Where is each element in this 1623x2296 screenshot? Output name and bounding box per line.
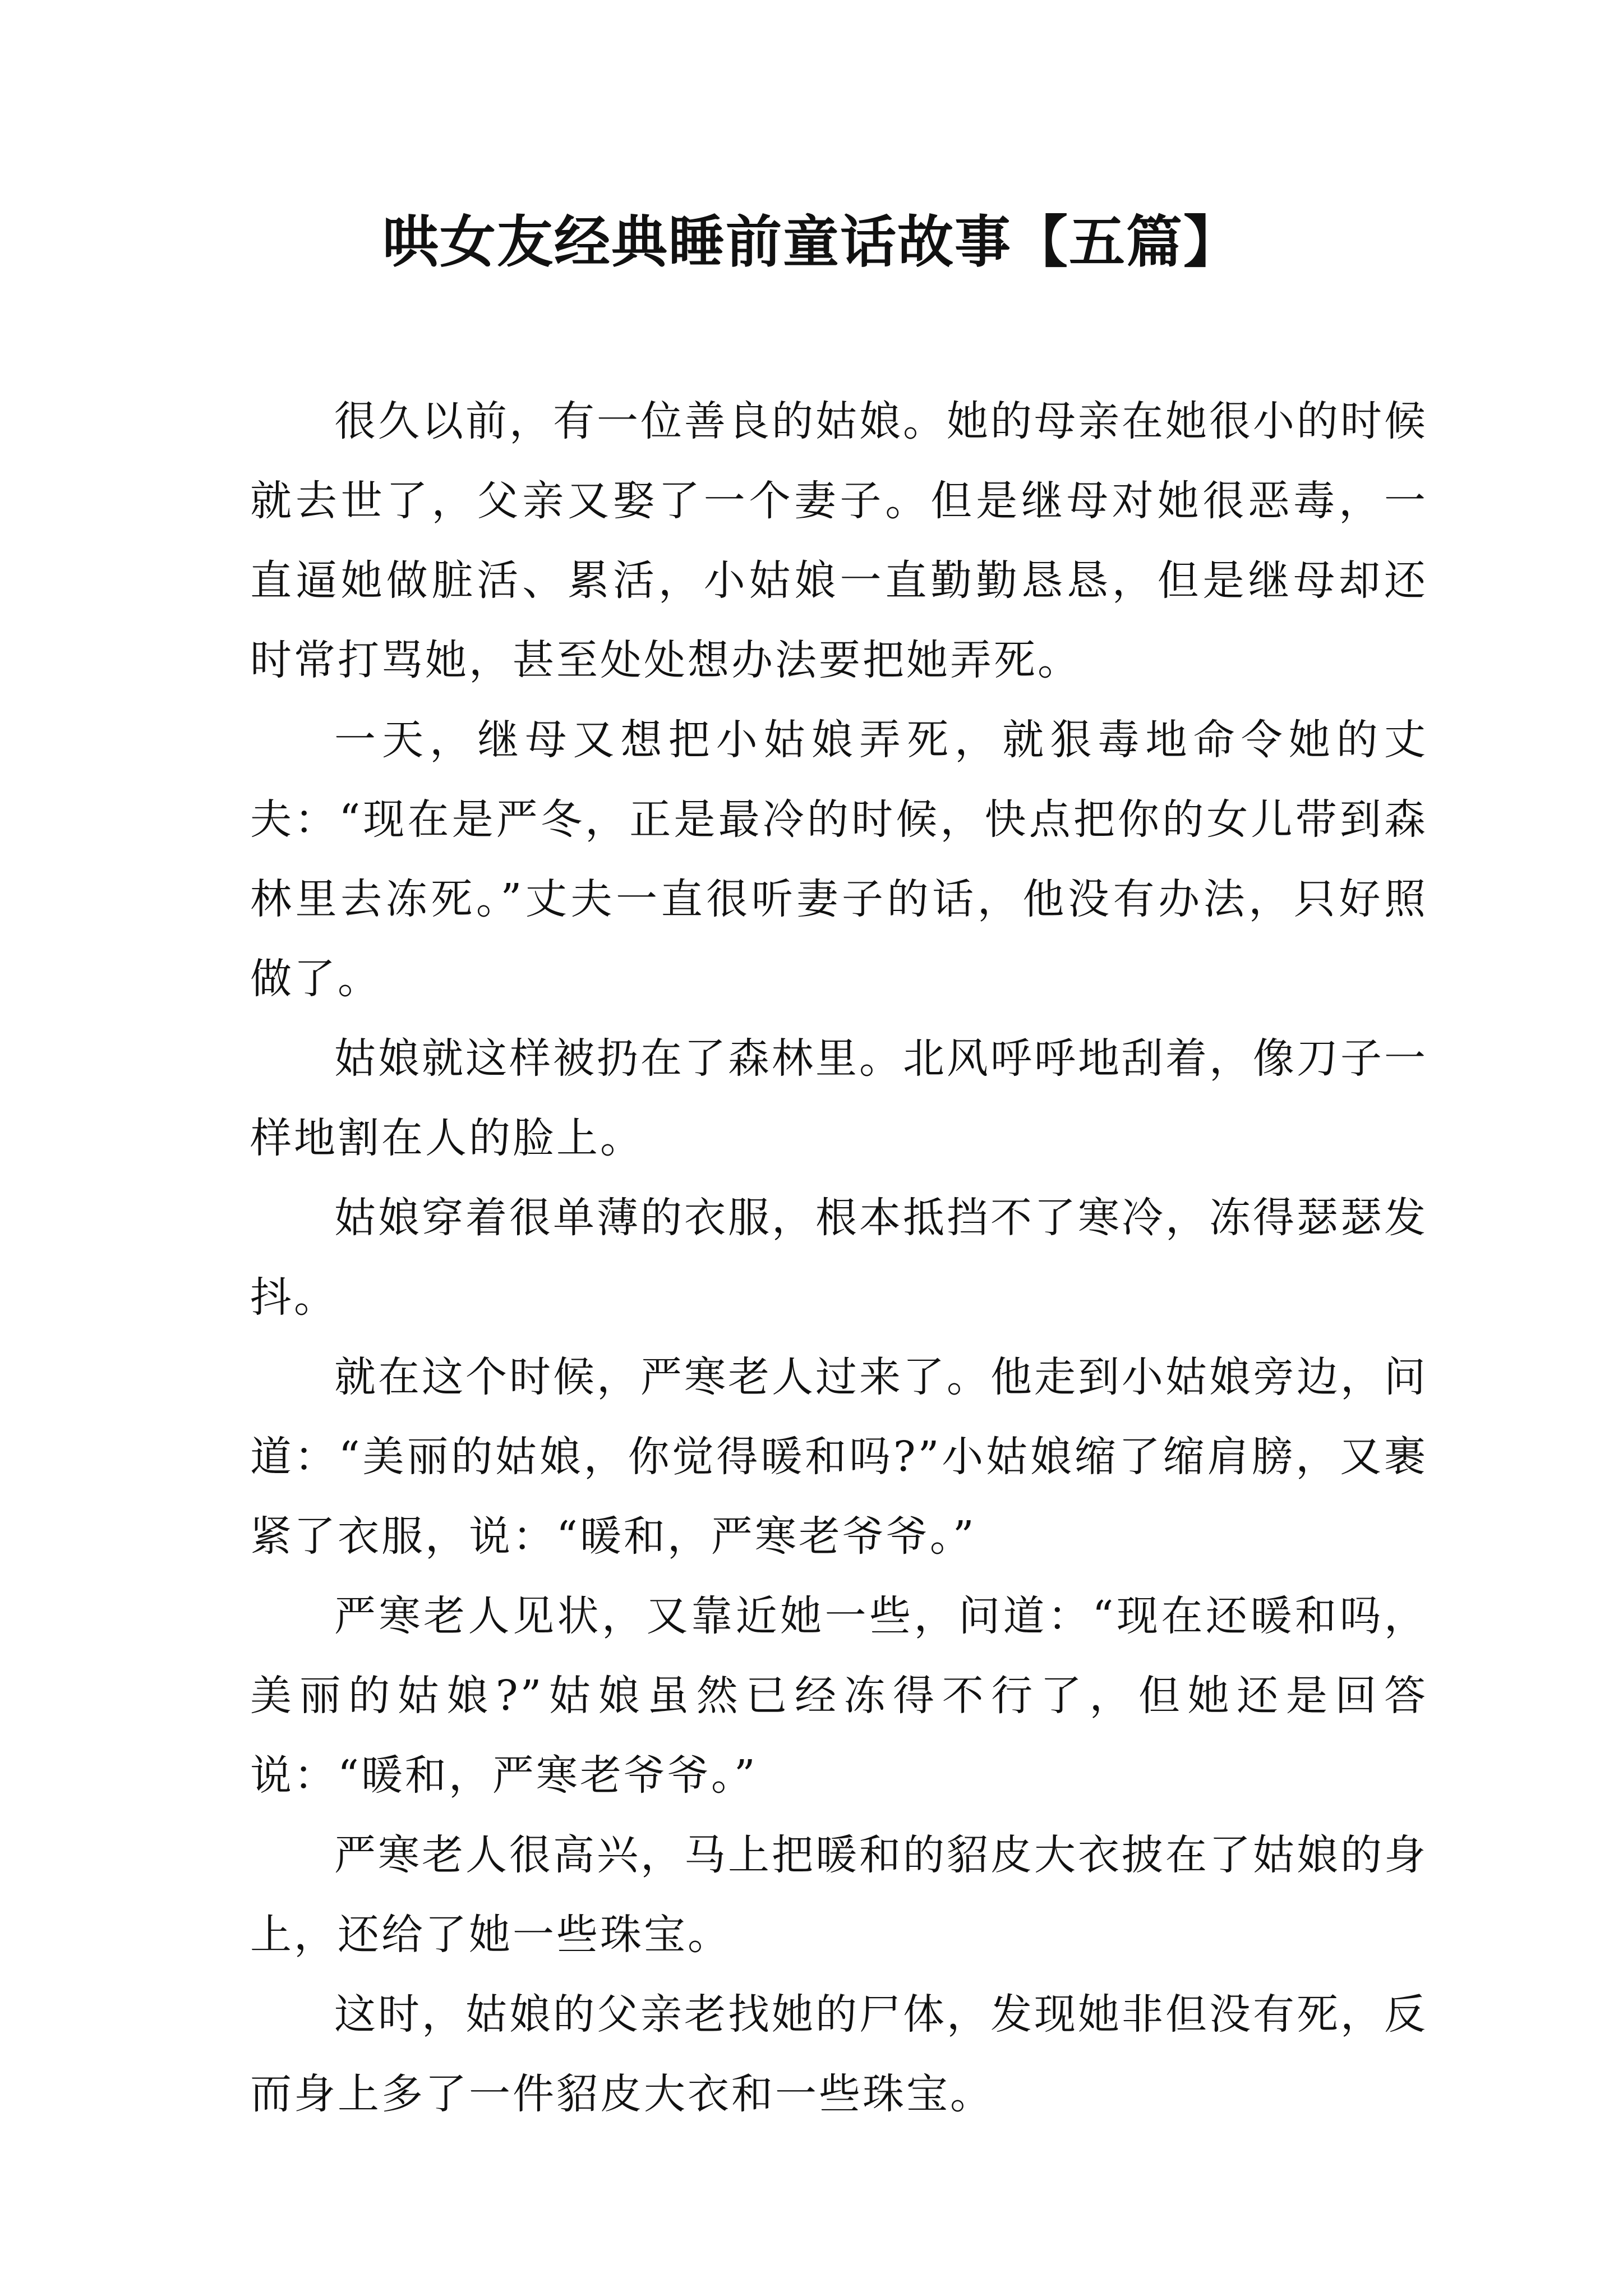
paragraph-7: 严寒老人很高兴，马上把暖和的貂皮大衣披在了姑娘的身上，还给了她一些珠宝。	[250, 1831, 1428, 1959]
document-body	[250, 381, 1428, 2134]
paragraph-5: 就在这个时候，严寒老人过来了。他走到小姑娘旁边，问道：“美丽的姑娘，你觉得暖和吗?”小姑娘缩了缩肩膀，又裹紧了衣服，说：“暖和，严寒老爷爷。”	[250, 1353, 1428, 1561]
paragraph-8: 这时，姑娘的父亲老找她的尸体，发现她非但没有死，反而身上多了一件貂皮大衣和一些珠宝。	[250, 1990, 1428, 2118]
paragraph-6: 严寒老人见状，又靠近她一些，问道：“现在还暖和吗，美丽的姑娘?”姑娘虽然已经冻得不行了，但她还是回答说：“暖和，严寒老爷爷。”	[250, 1592, 1428, 1800]
paragraph-4: 姑娘穿着很单薄的衣服，根本抵挡不了寒冷，冻得瑟瑟发抖。	[250, 1194, 1428, 1322]
paragraph-2: 一天，继母又想把小姑娘弄死，就狠毒地命令她的丈夫：“现在是严冬，正是最冷的时候，快点把你的女儿带到森林里去冻死。”丈夫一直很听妻子的话，他没有办法，只好照做了。	[250, 716, 1428, 1003]
paragraph-3: 姑娘就这样被扔在了森林里。北风呼呼地刮着，像刀子一样地割在人的脸上。	[250, 1034, 1428, 1162]
document-title: 哄女友经典睡前童话故事【五篇】	[382, 209, 1241, 275]
paragraph-1: 很久以前，有一位善良的姑娘。她的母亲在她很小的时候就去世了，父亲又娶了一个妻子。但是继母对她很恶毒，一直逼她做脏活、累活，小姑娘一直勤勤恳恳，但是继母却还时常打骂她，甚至处处想办法要把她弄死。	[250, 397, 1428, 684]
